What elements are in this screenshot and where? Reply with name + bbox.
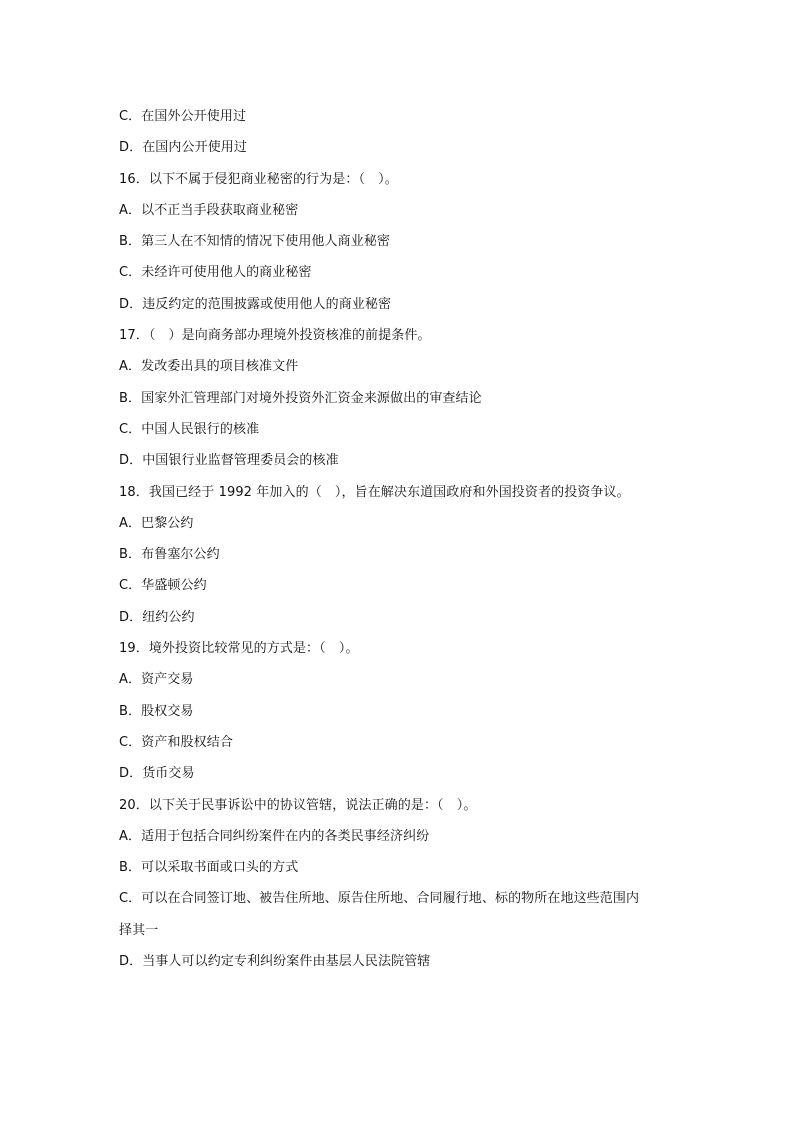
q16-option-b: B．第三人在不知情的情况下使用他人商业秘密: [119, 234, 391, 250]
question-20: 20．以下关于民事诉讼中的协议管辖，说法正确的是：（ ）。: [119, 797, 477, 813]
q17-option-c: C．中国人民银行的核准: [119, 421, 260, 437]
q20-option-c-continued: 择其一: [119, 922, 159, 938]
q16-option-c: C．未经许可使用他人的商业秘密: [119, 265, 312, 281]
document-body: [119, 101, 679, 977]
q19-option-a: A．资产交易: [119, 672, 194, 688]
option-c-line: C．在国外公开使用过: [119, 109, 247, 124]
q20-option-a: A．适用于包括合同纠纷案件在内的各类民事经济纠纷: [119, 828, 430, 844]
q19-option-b: B．股权交易: [119, 703, 194, 719]
question-16: 16．以下不属于侵犯商业秘密的行为是：（ ）。: [119, 171, 398, 187]
q16-option-d: D．违反约定的范围披露或使用他人的商业秘密: [119, 296, 392, 312]
q19-option-d: D．货币交易: [119, 766, 195, 782]
q17-option-b: B．国家外汇管理部门对境外投资外汇资金来源做出的审查结论: [119, 390, 482, 406]
q16-option-a: A．以不正当手段获取商业秘密: [119, 202, 299, 218]
q20-option-c: C．可以在合同签订地、被告住所地、原告住所地、合同履行地、标的物所在地这些范围内: [119, 891, 640, 907]
q20-option-d: D．当事人可以约定专利纠纷案件由基层人民法院管辖: [119, 954, 431, 970]
q18-option-c: C．华盛顿公约: [119, 578, 207, 594]
question-18: 18．我国已经于 1992 年加入的（ ），旨在解决东道国政府和外国投资者的投资争议。: [119, 484, 630, 500]
q20-option-b: B．可以采取书面或口头的方式: [119, 860, 299, 876]
q18-option-a: A．巴黎公约: [119, 515, 194, 531]
q17-option-a: A．发改委出具的项目核准文件: [119, 359, 299, 375]
q18-option-d: D．纽约公约: [119, 609, 195, 625]
q18-option-b: B．布鲁塞尔公约: [119, 547, 220, 563]
q19-option-c: C．资产和股权结合: [119, 734, 233, 750]
question-19: 19．境外投资比较常见的方式是：（ ）。: [119, 641, 359, 657]
q17-option-d: D．中国银行业监督管理委员会的核准: [119, 453, 339, 469]
option-d-line: D．在国内公开使用过: [119, 140, 248, 156]
question-17: 17．（ ）是向商务部办理境外投资核准的前提条件。: [119, 328, 431, 344]
